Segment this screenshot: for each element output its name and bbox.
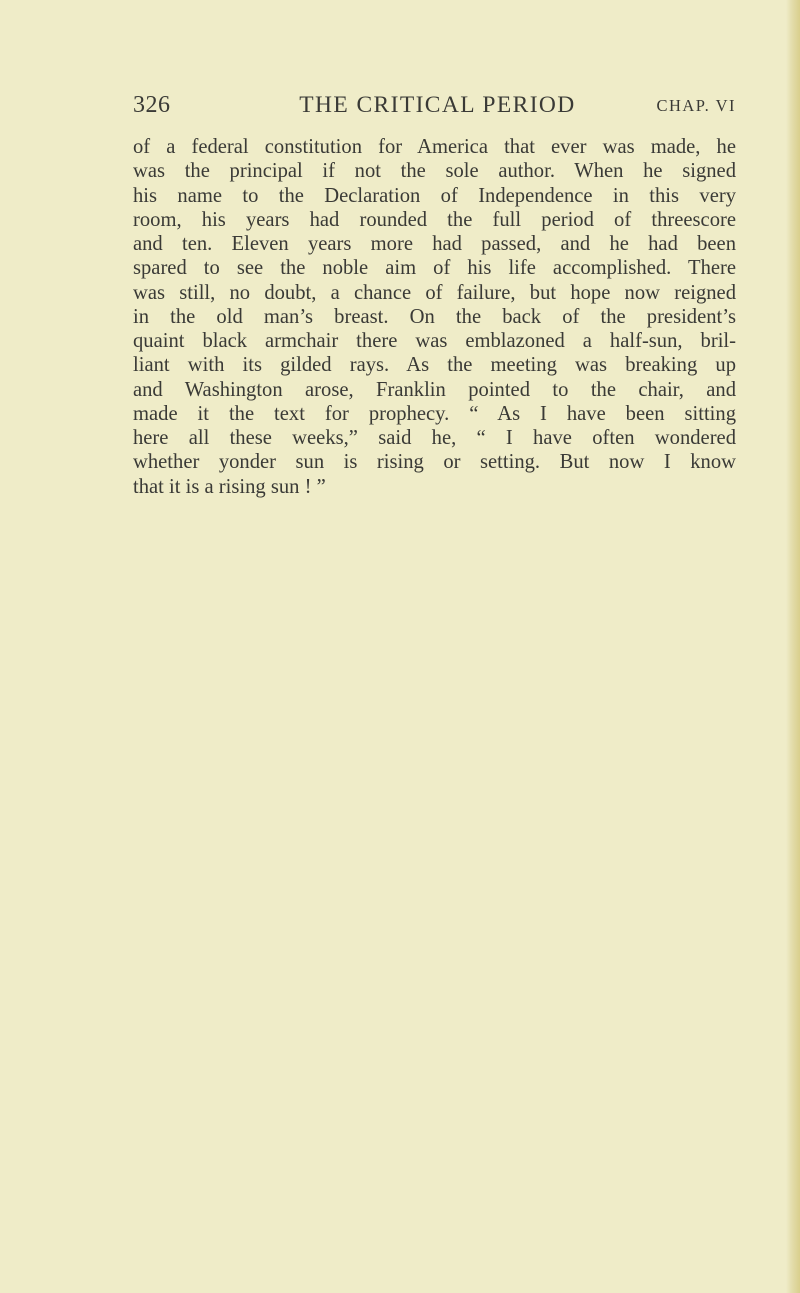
text-line-last: that it is a rising sun ! ” (133, 475, 326, 498)
text-line: was the principal if not the sole author. When he signed (133, 160, 736, 183)
text-line: his name to the Declaration of Independence in this very (133, 184, 736, 207)
text-line: made it the text for prophecy. “ As I have been sitting (133, 402, 736, 425)
text-line: room, his years had rounded the full period of threescore (133, 208, 736, 231)
text-line: here all these weeks,” said he, “ I have often wondered (133, 427, 736, 449)
text-line: liant with its gilded rays. As the meeting was breaking up (133, 354, 736, 377)
text-line: in the old man’s breast. On the back of the president’s (133, 305, 736, 328)
chapter-mark: CHAP. VI (656, 96, 736, 115)
text-line: spared to see the noble aim of his life accomplished. There (133, 257, 736, 280)
page-number: 326 (133, 92, 171, 118)
running-head (133, 92, 736, 122)
running-title: THE CRITICAL PERIOD (299, 92, 576, 118)
text-line: of a federal constitution for America that ever was made, he (133, 136, 736, 158)
text-line: quaint black armchair there was emblazoned a half-sun, bril- (133, 330, 736, 352)
page-edge-shadow (786, 0, 800, 1293)
body-paragraph (133, 135, 736, 499)
text-line: and Washington arose, Franklin pointed to the chair, and (133, 378, 736, 401)
text-line: whether yonder sun is rising or setting. But now I know (133, 451, 736, 474)
text-line: was still, no doubt, a chance of failure, but hope now reigned (133, 281, 736, 304)
text-line: and ten. Eleven years more had passed, and he had been (133, 233, 736, 255)
